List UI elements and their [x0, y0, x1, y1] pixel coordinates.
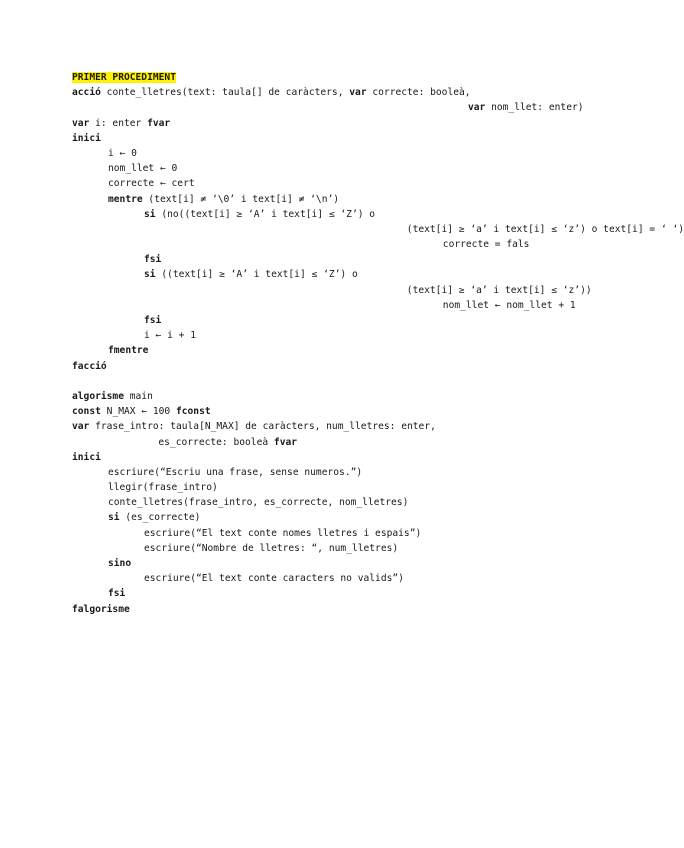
code-text: frase_intro: taula[N_MAX] de caràcters, num_lletres: enter,	[89, 421, 436, 433]
code-line	[72, 146, 572, 161]
code-line	[72, 100, 584, 115]
code-text: (text[i] ≥ ‘a’ i text[i] ≤ ‘z’))	[406, 284, 592, 296]
code-text: escriure(“El text conte caracters no valids”)	[144, 573, 404, 585]
pseudocode-document	[72, 70, 684, 617]
code-text: correcte = fals	[442, 239, 530, 251]
code-text: correcte ← cert	[108, 178, 195, 190]
code-text: i ← 0	[108, 147, 137, 159]
code-line	[72, 450, 572, 465]
keyword: fvar	[273, 436, 298, 448]
keyword: fmentre	[108, 345, 149, 357]
code-text: escriure(“Nombre de lletres: “, num_lletres)	[144, 542, 399, 554]
code-line	[72, 541, 572, 556]
keyword: acció	[72, 87, 101, 99]
code-line	[72, 419, 572, 434]
code-line	[72, 283, 592, 298]
code-text: i: enter	[89, 117, 148, 129]
keyword: fconst	[175, 406, 211, 418]
code-line	[72, 571, 572, 586]
code-line	[72, 237, 572, 252]
code-line	[72, 207, 572, 222]
code-line	[72, 328, 572, 343]
keyword: const	[72, 406, 101, 418]
code-line	[72, 70, 572, 85]
code-line	[72, 313, 572, 328]
code-text: nom_llet ← 0	[108, 163, 178, 175]
keyword: si	[144, 269, 156, 281]
code-line	[72, 465, 572, 480]
code-text: main	[123, 390, 153, 402]
code-line	[72, 267, 572, 282]
code-text: N_MAX ← 100	[100, 406, 176, 418]
keyword: inici	[72, 132, 101, 144]
code-line	[72, 161, 572, 176]
code-line	[72, 404, 572, 419]
keyword: var	[468, 102, 486, 114]
code-text: ((text[i] ≥ ‘A’ i text[i] ≤ ‘Z’) o	[155, 269, 358, 281]
code-text: nom_llet ← nom_llet + 1	[442, 299, 576, 311]
code-line	[72, 85, 572, 100]
code-line	[72, 586, 572, 601]
code-line	[72, 556, 572, 571]
keyword: sino	[108, 558, 132, 569]
code-line	[72, 252, 572, 267]
keyword: fsi	[144, 254, 162, 266]
keyword: fvar	[147, 117, 171, 129]
keyword: mentre	[108, 193, 143, 205]
code-text: es_correcte: booleà	[158, 436, 274, 448]
keyword: inici	[72, 451, 101, 463]
keyword: falgorisme	[72, 603, 130, 615]
code-text: escriure(“El text conte nomes lletres i espais”)	[144, 527, 422, 539]
code-line	[72, 510, 572, 525]
code-line	[72, 480, 572, 495]
keyword: fsi	[144, 315, 162, 326]
code-line	[72, 343, 572, 358]
code-line	[72, 435, 572, 450]
code-text: (no((text[i] ≥ ‘A’ i text[i] ≤ ‘Z’) o	[155, 208, 376, 220]
keyword: var	[72, 117, 90, 129]
code-line	[72, 192, 572, 207]
code-line	[72, 222, 684, 237]
code-text: (text[i] ≠ ‘\0’ i text[i] ≠ ‘\n’)	[142, 193, 340, 205]
code-text: conte_lletres(frase_intro, es_correcte, nom_lletres)	[108, 497, 409, 509]
code-text: i ← i + 1	[144, 330, 196, 342]
keyword: si	[108, 512, 120, 524]
keyword: fsi	[108, 588, 126, 600]
code-text: nom_llet: enter)	[485, 102, 584, 114]
keyword: algorisme	[72, 390, 124, 402]
keyword: si	[144, 208, 156, 220]
blank-line	[72, 374, 572, 389]
code-line	[72, 298, 576, 313]
code-line	[72, 131, 572, 146]
code-line	[72, 389, 572, 404]
keyword: var	[72, 421, 90, 433]
procedure-heading: PRIMER PROCEDIMENT	[72, 72, 176, 83]
code-text: (text[i] ≥ ‘a’ i text[i] ≤ ‘z’) o text[i] = ‘ ‘)	[406, 223, 684, 235]
code-text: llegir(frase_intro)	[108, 482, 218, 494]
code-text: (es_correcte)	[119, 512, 201, 524]
code-text: correcte: booleà,	[366, 87, 471, 99]
code-text: escriure(“Escriu una frase, sense numeros.”)	[108, 466, 363, 478]
keyword: var	[349, 87, 367, 99]
code-line	[72, 176, 572, 191]
code-line	[72, 526, 572, 541]
code-text: conte_lletres(text: taula[] de caràcters,	[100, 87, 350, 99]
code-line	[72, 602, 572, 617]
code-line	[72, 359, 572, 374]
code-line	[72, 116, 572, 131]
code-line	[72, 495, 572, 510]
keyword: facció	[72, 360, 107, 372]
